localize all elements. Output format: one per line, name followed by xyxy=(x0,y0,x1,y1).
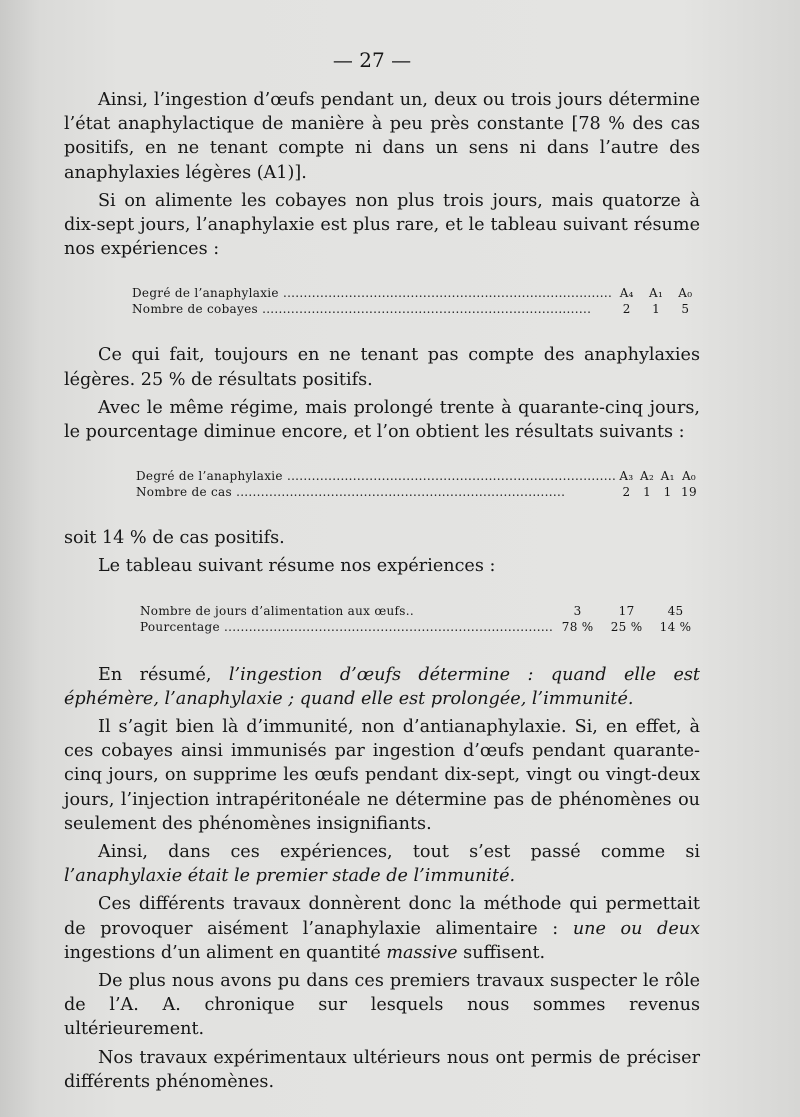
text-run: En résumé, xyxy=(98,664,229,685)
paragraph-1: Ainsi, l’ingestion d’œufs pendant un, deux ou trois jours détermine l’état anaphylactique de manière à peu près constante [78 % des cas positifs, en ne tenant compte ni dans un sens ni dans l’autre des anaphylaxies légères (A1)]. xyxy=(64,90,700,183)
paragraph-3: Ce qui fait, toujours en ne tenant pas compte des anaphylaxies légères. 25 % de résultats positifs. xyxy=(64,345,700,390)
text-run: suffisent. xyxy=(457,942,546,963)
table-cell: A₂ xyxy=(640,469,655,484)
row-label: Degré de l’anaphylaxie xyxy=(132,286,279,301)
paragraph-5: soit 14 % de cas positifs. xyxy=(64,528,285,549)
table-row xyxy=(136,468,700,484)
table-cell: A₁ xyxy=(660,469,675,484)
italic-run: massive xyxy=(386,942,458,963)
table-row xyxy=(132,301,700,317)
table-cell: 2 xyxy=(622,485,631,500)
paragraph-8: Il s’agit bien là d’immunité, non d’antianaphylaxie. Si, en effet, à ces cobayes ainsi immunisés par ingestion d’œufs pendant quarante-cinq jours, on supprime les œufs pendant dix-sept, vingt ou vingt-deux jours, l’injection intrapéritonéale ne détermine pas de phénomènes ou seulement des phénomènes insignifiants. xyxy=(64,717,700,834)
table-row xyxy=(140,603,700,619)
table-cell: 78 % xyxy=(561,619,594,634)
table-cell: 1 xyxy=(652,302,661,317)
table-cell: 14 % xyxy=(659,619,692,634)
table-cell: A₄ xyxy=(619,286,634,301)
table-cell: 2 xyxy=(622,302,631,317)
table-row xyxy=(132,285,700,301)
table-row xyxy=(136,484,700,500)
row-label: Nombre de jours d’alimentation aux œufs.. xyxy=(140,603,414,618)
italic-run: une ou deux xyxy=(572,918,700,939)
text-run: Ces différents travaux donnèrent donc la méthode qui permettait de provoquer aisément l’anaphylaxie alimentaire : xyxy=(64,894,700,939)
table-pourcentage xyxy=(140,603,700,635)
table-cell: 19 xyxy=(681,485,697,500)
table-cell: 1 xyxy=(663,485,672,500)
paragraph-12: Nos travaux expérimentaux ultérieurs nous ont permis de préciser différents phénomènes. xyxy=(64,1047,700,1092)
table-anaphylaxie-30-45-jours xyxy=(136,468,700,500)
table-cell: A₁ xyxy=(649,286,664,301)
row-label: Degré de l’anaphylaxie xyxy=(136,469,283,484)
table-row xyxy=(140,619,700,635)
table-cell: 3 xyxy=(573,603,582,618)
paragraph-7 xyxy=(64,663,700,711)
table-cell: 17 xyxy=(618,603,635,618)
paragraph-6: Le tableau suivant résume nos expériences : xyxy=(98,556,496,577)
paragraph-10 xyxy=(64,892,700,965)
row-label: Pourcentage xyxy=(140,619,220,634)
table-anaphylaxie-14-17-jours xyxy=(132,285,700,317)
table-cell: 1 xyxy=(643,485,651,500)
paragraph-2: Si on alimente les cobayes non plus trois jours, mais quatorze à dix-sept jours, l’anaphylaxie est plus rare, et le tableau suivant résume nos expériences : xyxy=(64,190,700,260)
table-cell: 45 xyxy=(667,603,684,618)
italic-run: l’anaphylaxie était le premier stade de l’immunité. xyxy=(64,866,516,887)
table-cell: A₀ xyxy=(678,286,693,301)
table-cell: 5 xyxy=(681,302,690,317)
row-label: Nombre de cobayes xyxy=(132,302,258,317)
table-cell: A₀ xyxy=(681,469,697,484)
page-number: — 27 — xyxy=(332,48,412,72)
text-run: ingestions d’un aliment en quantité xyxy=(64,942,387,963)
text-run: Ainsi, dans ces expériences, tout s’est passé comme si xyxy=(98,842,700,863)
italic-run: l’ingestion d’œufs détermine : quand elle est éphémère, l’anaphylaxie ; quand elle est prolongée, l’immunité. xyxy=(64,664,700,709)
paragraph-9 xyxy=(64,840,700,888)
table-cell: A₃ xyxy=(619,469,634,484)
table-cell: 25 % xyxy=(610,619,643,634)
paragraph-11: De plus nous avons pu dans ces premiers travaux suspecter le rôle de l’A. A. chronique sur lesquels nous sommes revenus ultérieurement. xyxy=(64,971,700,1040)
row-label: Nombre de cas xyxy=(136,485,232,500)
body-text xyxy=(64,88,700,1094)
paragraph-4: Avec le même régime, mais prolongé trente à quarante-cinq jours, le pourcentage diminue encore, et l’on obtient les résultats suivants : xyxy=(64,397,700,443)
